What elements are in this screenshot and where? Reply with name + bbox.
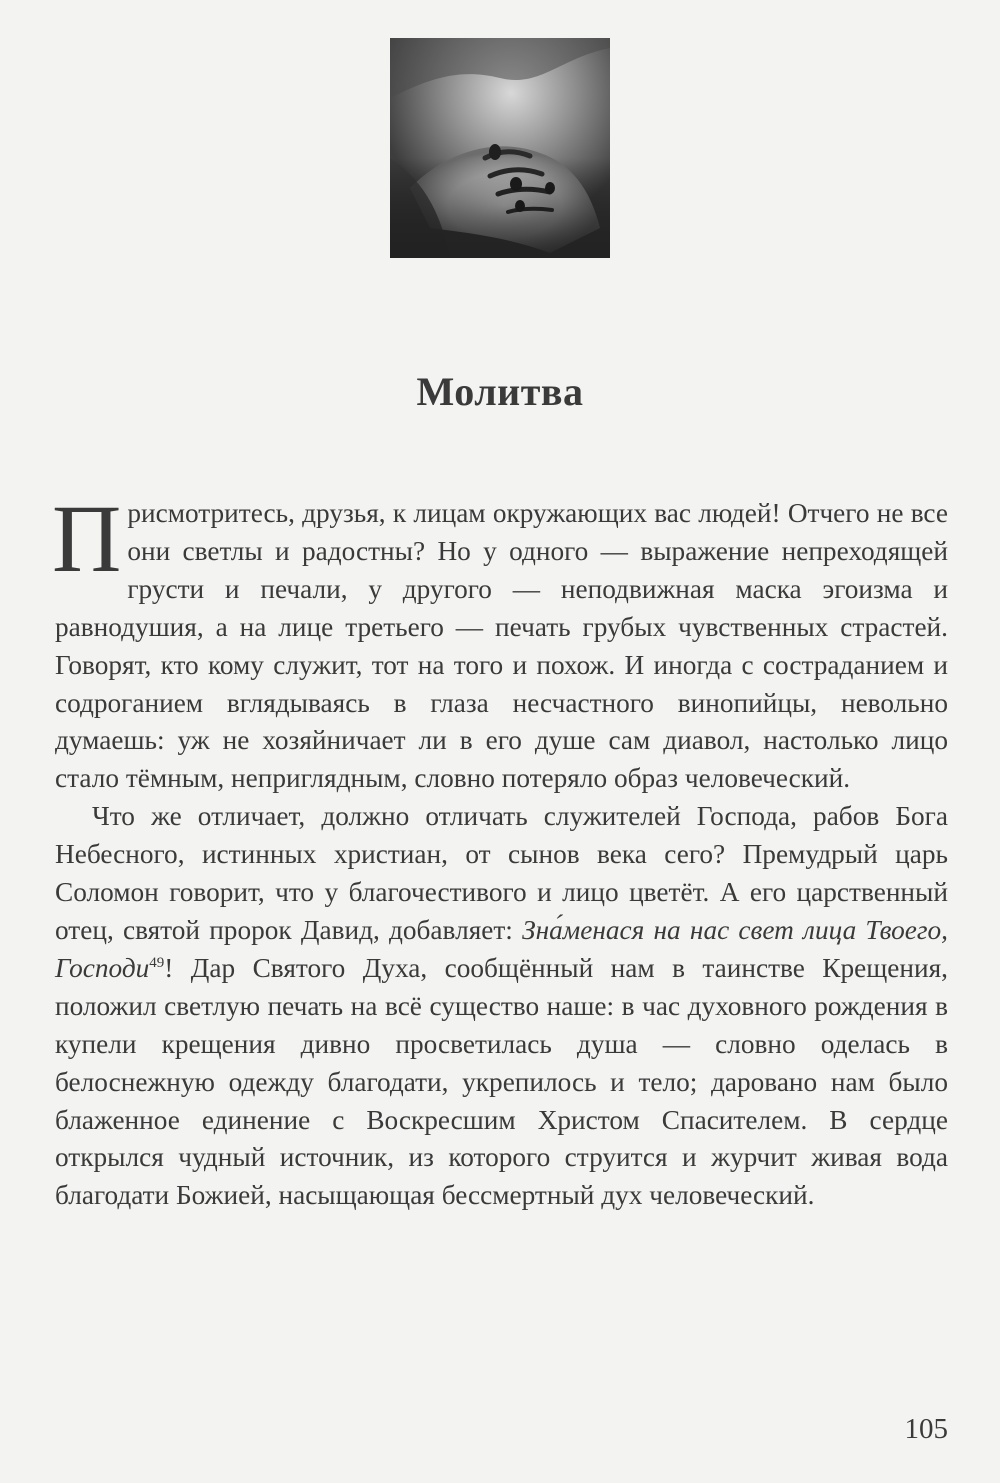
paragraph-2-text-before: Что же отличает, должно отличать служителей Господа, рабов Бога Небесного, истинных христиан, от сынов века сего? Премудрый царь Соломон говорит, что у благочестивого и лицо цветёт. А его царственный отец, святой пророк Давид, добавляет: [55, 801, 948, 945]
paragraph-1 [52, 485, 948, 798]
chapter-title: Молитва [416, 369, 584, 414]
body-text [52, 485, 948, 1215]
footnote-ref[interactable]: 49 [149, 954, 165, 971]
drop-cap: П [52, 485, 122, 592]
paragraph-1-text: рисмотритесь, друзья, к лицам окружающих вас людей! Отчего не все они светлы и радостны? Но у одного — выражение непреходящей грусти и печали, у другого — неподвижная маска эгоизма и равнодушия, а на лице третьего — печать грубых чувственных страстей. Говорят, кто кому служит, тот на того и похож. И иногда с состраданием и содроганием вглядываясь в глаза несчастного винопийцы, невольно думаешь: уж не хозяйничает ли в его душе сам диавол, настолько лицо стало тёмным, неприглядным, словно потеряло образ человеческий. [55, 498, 948, 794]
paragraph-2 [55, 798, 948, 1215]
hand-image [390, 38, 610, 258]
page-number: 105 [904, 1413, 948, 1445]
paragraph-2-text-after: ! Дар Святого Духа, сообщённый нам в таинстве Крещения, положил светлую печать на всё существо наше: в час духовного рождения в купели крещения дивно просветилась душа — словно оделась в белоснежную одежду благодати, укрепилось и тело; даровано нам было блаженное единение с Воскресшим Христом Спасителем. В сердце открылся чудный источник, из которого струится и журчит живая вода благодати Божией, насыщающая бессмертный дух человеческий. [55, 952, 948, 1211]
psalm-quote: Зна́менася на нас свет лица Твоего, Господи [55, 914, 948, 983]
hand-vignette-photo [390, 38, 610, 258]
